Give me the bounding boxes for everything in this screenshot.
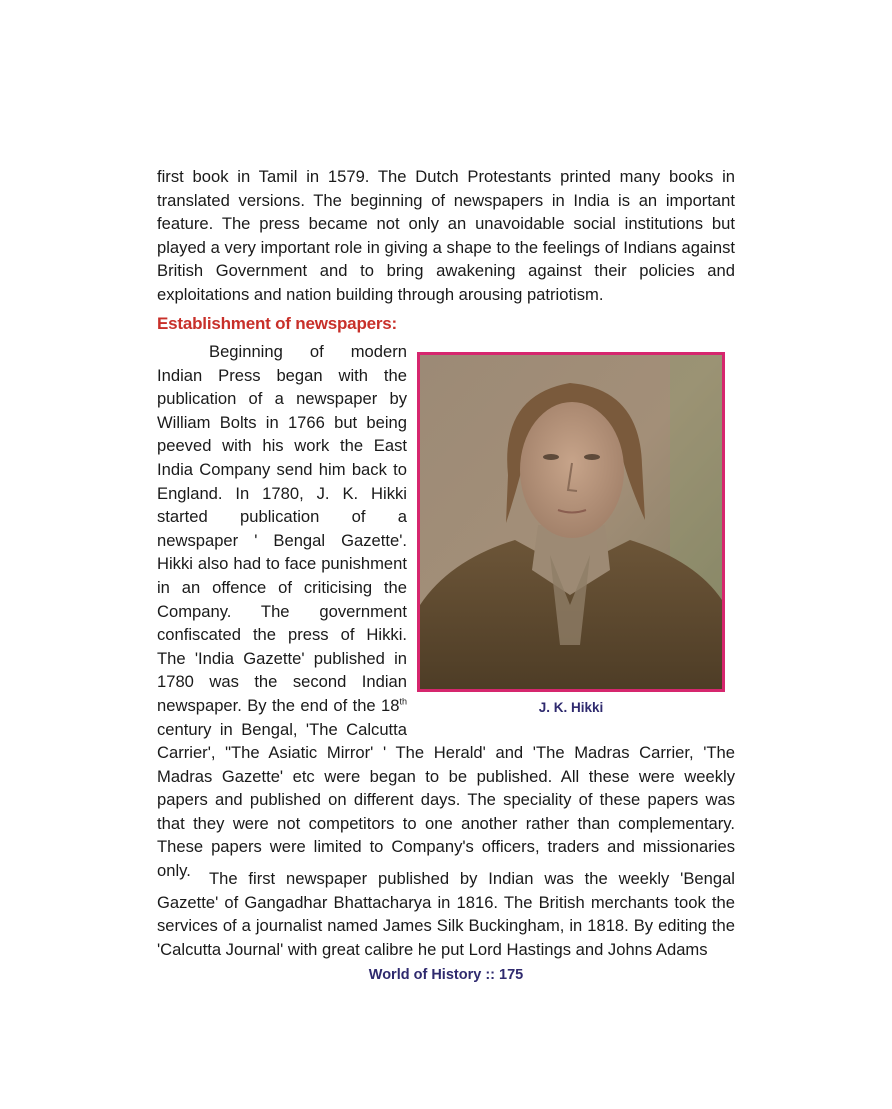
hikki-portrait-photo	[417, 352, 725, 692]
section-heading: Establishment of newspapers:	[157, 314, 398, 333]
portrait-image	[420, 355, 722, 689]
paragraph-first-indian-newspaper	[157, 867, 735, 961]
paragraph-newspapers-part1: Beginning of modern Indian Press began with the publication of a newspaper by William Bolts in 1766 but being peeved with his work the East India Company send him back to England. In 1780, J. K. Hikki started publication of a newspaper ' Bengal Gazette'. Hikki also had to face punishment in an offence of criticising the Company. The government confiscated the press of Hikki. The 'India Gazette' published in 1780 was the second Indian newspaper. By the end of the 18	[157, 342, 407, 715]
page-footer: World of History :: 175	[368, 967, 524, 983]
ordinal-superscript: th	[399, 696, 407, 707]
paragraph-first-indian-newspaper-text: The first newspaper published by Indian was the weekly 'Bengal Gazette' of Gangadhar Bhattacharya in 1816. The British merchants took the services of a journalist named James Silk Buckingham, in 1818. By editing the 'Calcutta Journal' with great calibre he put Lord Hastings and Johns Adams	[157, 869, 735, 959]
portrait-figure	[417, 352, 735, 732]
paragraph-newspapers	[157, 340, 735, 883]
paragraph-intro-text: first book in Tamil in 1579. The Dutch Protestants printed many books in translated versions. The beginning of newspapers in India is an important feature. The press became not only an unavoidable social institutions but played a very important role in giving a shape to the feelings of Indians against British Government and to bring awakening against their policies and exploitations and nation building through arousing patriotism.	[157, 167, 735, 304]
paragraph-intro	[157, 165, 735, 307]
portrait-caption: J. K. Hikki	[538, 700, 604, 715]
paragraph-newspapers-part2: century in Bengal, 'The Calcutta Carrier', "The Asiatic Mirror' ' The Herald' and 'The Madras Carrier, 'The Madras Gazette' etc were began to be published. All these were weekly papers and published on different days. The speciality of these papers was that they were not competitors to one another rather than complementary. These papers were limited to Company's officers, traders and missionaries only.	[157, 719, 735, 881]
